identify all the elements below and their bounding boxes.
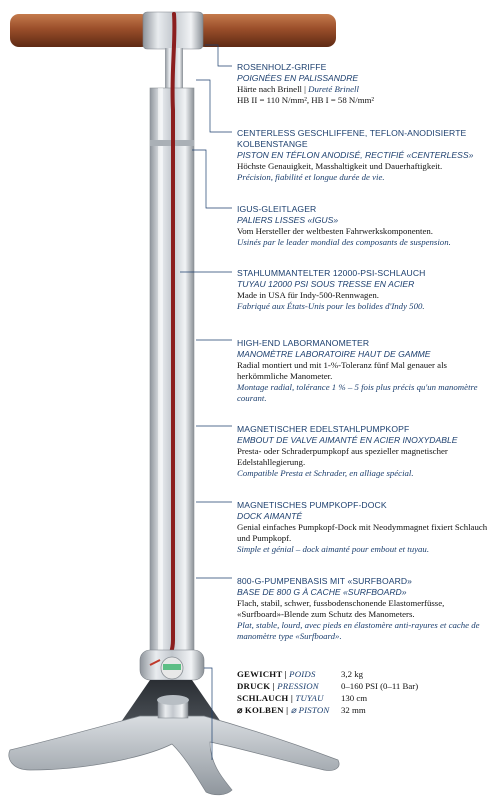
section-text-fr: Fabriqué aux États-Unis pour les bolides d'Indy 500. [237,301,425,311]
gauge-housing [140,650,204,680]
spec-row-pressure [237,680,418,692]
section-text-de: Radial montiert und mit 1-%-Toleranz fünf Mal genauer als herkömmliche Manometer. [237,360,447,381]
separator: | [288,693,296,703]
section-text-fr: Précision, fiabilité et longue durée de vie. [237,172,385,182]
specs-table [237,668,418,716]
spec-row-piston [237,704,418,716]
spec-label-fr: ⌀ PISTON [290,705,330,715]
spec-value: 3,2 kg [341,669,363,679]
section-title-fr: EMBOUT DE VALVE AIMANTÉ EN ACIER INOXYDABLE [237,435,458,445]
section-text-de: Flach, stabil, schwer, fussbodenschonende Elastomerfüsse, «Surfboard»-Blende zum Schutz des Manometers. [237,598,445,619]
section-title-de: MAGNETISCHER EDELSTAHLPUMPKOPF [237,424,410,434]
section-title-de: STAHLUMMANTELTER 12000-PSI-SCHLAUCH [237,268,426,278]
section-title-de: CENTERLESS GESCHLIFFENE, TEFLON-ANODISIERTE KOLBENSTANGE [237,128,467,149]
section-text-fr: Usinés par le leader mondial des composants de suspension. [237,237,451,247]
section-text-de: Genial einfaches Pumpkopf-Dock mit Neodymmagnet fixiert Schlauch und Pumpkopf. [237,522,488,543]
hardness-de: Härte nach Brinell [237,84,302,94]
spec-label-de: ⌀ KOLBEN [237,705,284,715]
section-title-fr: BASE DE 800 G À CACHE «SURFBOARD» [237,587,407,597]
spec-label-de: GEWICHT [237,669,283,679]
separator: | [283,705,291,715]
section-text-de: Höchste Genauigkeit, Masshaltigkeit und Dauerhaftigkeit. [237,161,443,171]
spec-label-fr: POIDS [289,669,316,679]
hardness-values: HB II = 110 N/mm², HB I = 58 N/mm² [237,95,375,105]
spec-value: 32 mm [341,705,366,715]
section-piston-rod [237,128,492,183]
section-title-de: MAGNETISCHES PUMPKOPF-DOCK [237,500,387,510]
section-text-fr: Montage radial, tolérance 1 % – 5 fois plus précis qu'un manomètre courant. [237,382,478,403]
hardness-fr: Dureté Brinell [308,84,359,94]
section-text-de: Made in USA für Indy-500-Rennwagen. [237,290,379,300]
leader-line [192,150,232,208]
spec-value: 130 cm [341,693,368,703]
spec-row-weight [237,668,418,680]
section-title-fr: MANOMÈTRE LABORATOIRE HAUT DE GAMME [237,349,431,359]
separator: | [301,84,309,94]
section-title-fr: PALIERS LISSES «IGUS» [237,215,339,225]
section-hose [237,268,492,312]
section-title-de: 800-G-PUMPENBASIS MIT «SURFBOARD» [237,576,413,586]
section-title-fr: DOCK AIMANTÉ [237,511,303,521]
spec-label-de: SCHLAUCH [237,693,289,703]
section-title-fr: TUYAU 12000 PSI SOUS TRESSE EN ACIER [237,279,415,289]
section-text-fr: Plat, stable, lourd, avec pieds en élastomère anti-rayures et cache de manomètre type «Surfboard». [237,620,480,641]
hardness-line [237,84,492,95]
section-pump-head [237,424,492,479]
spec-value: 0–160 PSI (0–11 Bar) [341,681,419,691]
section-text-de: Presta- oder Schraderpumpkopf aus spezieller magnetischer Edelstahllegierung. [237,446,448,467]
separator: | [270,681,278,691]
section-dock [237,500,492,555]
section-title-de: IGUS-GLEITLAGER [237,204,317,214]
section-title-fr: POIGNÉES EN PALISSANDRE [237,73,359,83]
spec-label-fr: TUYAU [295,693,324,703]
spec-row-hose [237,692,418,704]
section-text-de: Vom Hersteller der weltbesten Fahrwerkskomponenten. [237,226,434,236]
spec-label-fr: PRESSION [277,681,319,691]
section-title-de: HIGH-END LABORMANOMETER [237,338,370,348]
separator: | [282,669,290,679]
section-title-fr: PISTON EN TÉFLON ANODISÉ, RECTIFIÉ «CENTERLESS» [237,150,474,160]
section-title-de: ROSENHOLZ-GRIFFE [237,62,327,72]
section-text-fr: Simple et génial – dock aimanté pour embout et tuyau. [237,544,430,554]
spec-label-de: DRUCK [237,681,271,691]
section-igus-bearing [237,204,492,248]
section-handles [237,62,492,106]
leader-line [196,80,232,132]
section-base [237,576,492,642]
section-text-fr: Compatible Presta et Schrader, en alliage spécial. [237,468,414,478]
section-manometer [237,338,492,404]
leader-line [205,45,232,66]
